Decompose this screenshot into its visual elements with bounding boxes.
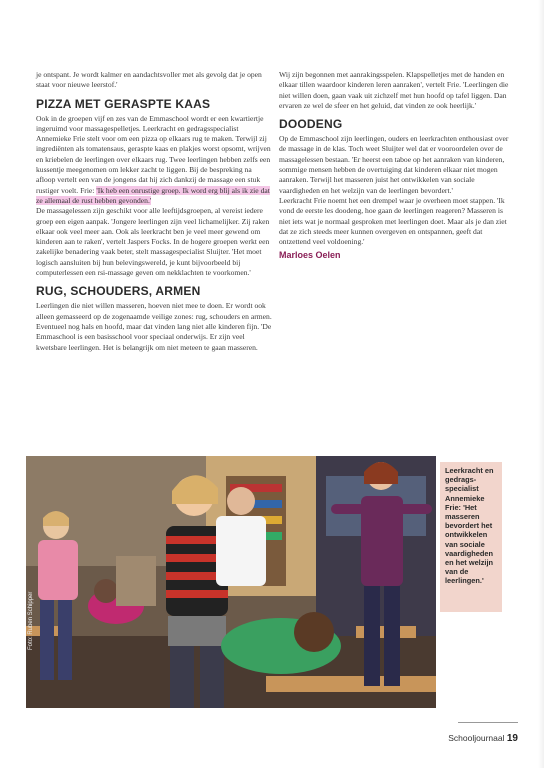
photo-caption-box bbox=[440, 462, 502, 612]
heading-pizza: PIZZA MET GERASPTE KAAS bbox=[36, 96, 211, 111]
heading-doodeng: DOODENG bbox=[279, 117, 343, 132]
author-name: Marloes Oelen bbox=[279, 250, 341, 261]
magazine-name: Schooljournaal bbox=[448, 733, 505, 743]
right-column bbox=[279, 70, 513, 261]
page-footer bbox=[448, 733, 518, 744]
pizza-paragraph bbox=[36, 114, 272, 207]
photo-credit: Foto: Ruben Schipper bbox=[28, 591, 34, 650]
safe-zones-paragraph: Leerlingen die niet willen masseren, hoeven niet mee te doen. Er wordt ook alleen gemasseerd op de zogenaamde veilige zones: rug, schouders en armen. Eventueel nog hals en hoofd, maar dat vinden lang niet alle kinderen fijn. 'De Emmaschool is een basisschool voor speciaal onderwijs. Er zijn veel kwetsbare leerlingen. Het is belangrijk om niet meteen te gaan masseren. bbox=[36, 301, 272, 352]
classroom-photo-illustration bbox=[26, 456, 436, 708]
classroom-photo bbox=[26, 456, 436, 708]
pizza-text: Ook in de groepen vijf en zes van de Emmaschool wordt er een kwartiertje ingeruimd voor massagespelletjes. Leerkracht en gedragsspecialist Annemieke Frie stelt voor om een pizza op elkaars rug te maken. Terwijl zij ingrediënten als tomatensaus, geraspte kaas en plakjes worst opsomt, wrijven en kriebelen de leerlingen over elkaars rug. Twee leerlingen hebben zelfs een kussentje meegenomen om lekker zacht te liggen. Bij de bespreking na afloop vertelt een van de jongens dat hij zich dankzij de massage een stuk rustiger voelt. Frie: bbox=[36, 113, 271, 195]
age-groups-paragraph: De massagelessen zijn geschikt voor alle leeftijdsgroepen, al vereist iedere groep een eigen aanpak. 'Jongere leerlingen zijn veel lichamelijker. Zij raken elkaar ook veel meer aan. Ook als leerkracht ben je veel meer gewend om kinderen aan te raken', vertelt Jaspers Focks. In de hogere groepen werkt een zakelijke benadering vaak beter, stelt massagespecialist Sluijter. 'Het moet logisch aansluiten bij hun belevingswereld, je kunt bijvoorbeeld bij computerlessen een rsi-massage geven om nekklachten te voorkomen.' bbox=[36, 206, 270, 278]
photo-caption: Leerkracht en gedrags-specialist Annemieke Frie: 'Het masseren bevordert het ontwikkelen van sociale vaardigheden en het welzijn van de leerlingen.' bbox=[445, 466, 494, 586]
intro-paragraph: je ontspant. Je wordt kalmer en aandachtsvoller met als gevolg dat je open staat voor nieuwe leerstof.' bbox=[36, 70, 262, 90]
touch-games-paragraph: Wij zijn begonnen met aanrakingsspelen. Klapspelletjes met de handen en elkaar tillen waardoor kinderen leren aanraken', vertelt Frie. 'Leerlingen die niet willen doen, gaan vaak uit zichzelf met hun hoofd op tafel liggen. Dan ervaren ze wel de sfeer en het geluid, dat vinden ze ook heerlijk.' bbox=[279, 70, 509, 110]
threshold-paragraph: Leerkracht Frie noemt het een drempel waar je overheen moet stappen. 'Ik vond de eerste les doodeng, hoe gaan de leerlingen reageren? Masseren is niet iets wat je normaal gesproken met leerlingen doet. Maar als je dan ziet dat ze zich steeds meer kunnen overgeven en ontspannen, geeft dat ontzettend veel voldoening.' bbox=[279, 195, 507, 247]
enthusiasm-paragraph: Op de Emmaschool zijn leerlingen, ouders en leerkrachten enthousiast over de massage in de klas. Toch weet Sluijter wel dat er vooroordelen over de massagelessen bestaan. 'Er heerst een taboe op het aanraken van kinderen, sommige mensen hebben de overtuiging dat kinderen elkaar niet mogen aanraken. Terwijl het masseren juist het ontwikkelen van sociale vaardigheden en het welzijn van de leerlingen bevordert.' bbox=[279, 134, 509, 195]
left-column bbox=[36, 70, 272, 353]
heading-rug: RUG, SCHOUDERS, ARMEN bbox=[36, 284, 201, 299]
highlighted-quote: 'Ik heb een onrustige groep. Ik word erg blij als ik zie dat ze allemaal de rust hebben gevonden.' bbox=[36, 185, 270, 205]
page-number: 19 bbox=[506, 733, 518, 744]
page-edge-shadow bbox=[538, 0, 544, 768]
footer-rule bbox=[458, 722, 518, 723]
